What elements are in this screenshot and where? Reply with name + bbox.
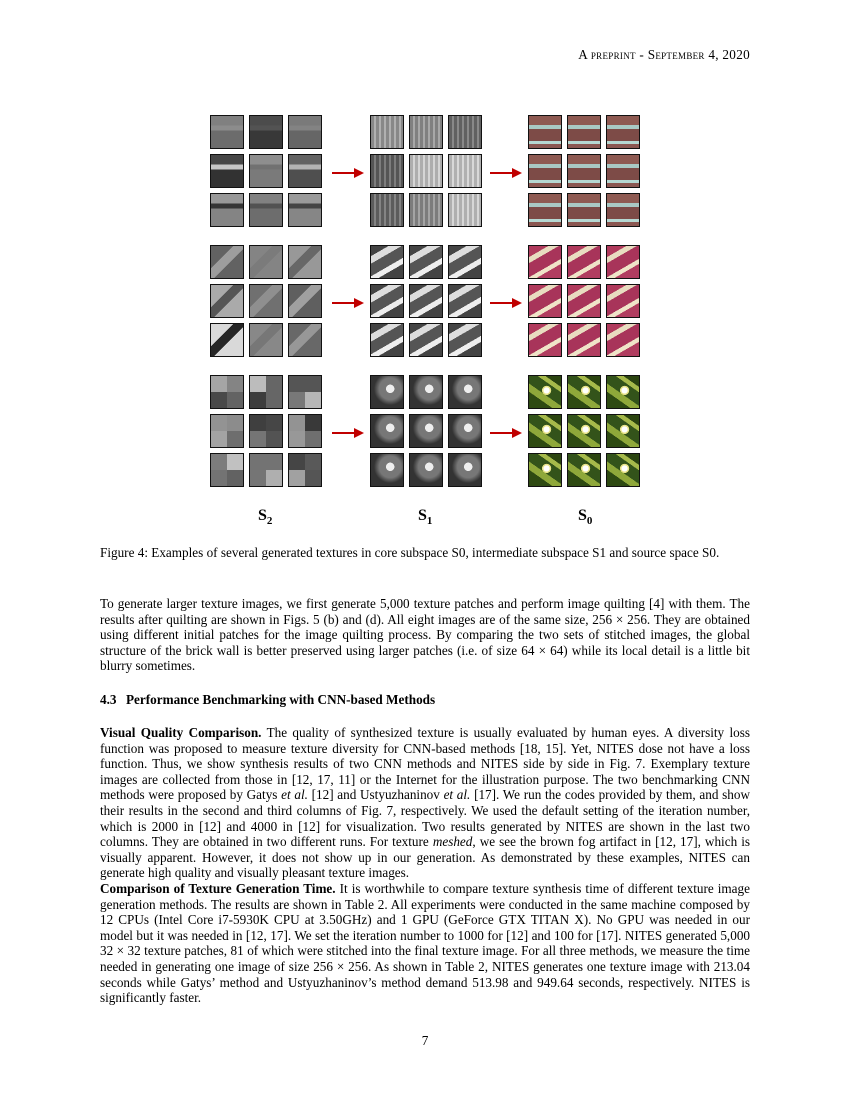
- texture-patch: [528, 115, 562, 149]
- patch-grid-brick-s2: [210, 115, 322, 227]
- texture-patch: [606, 245, 640, 279]
- page-number: 7: [421, 1033, 429, 1048]
- texture-patch: [370, 154, 404, 188]
- texture-patch: [288, 375, 322, 409]
- label-subscript: 0: [586, 515, 593, 528]
- texture-patch: [448, 453, 482, 487]
- texture-patch: [210, 375, 244, 409]
- texture-patch: [528, 323, 562, 357]
- texture-patch: [370, 323, 404, 357]
- runin-generation-time: Comparison of Texture Generation Time.: [100, 881, 336, 896]
- texture-patch: [567, 154, 601, 188]
- vq-meshed: meshed: [432, 834, 473, 850]
- texture-patch: [210, 284, 244, 318]
- axis-label-s0: [578, 507, 592, 527]
- texture-patch: [528, 154, 562, 188]
- texture-patch: [606, 323, 640, 357]
- runin-visual-quality: Visual Quality Comparison.: [100, 725, 262, 740]
- texture-patch: [370, 193, 404, 227]
- texture-patch: [288, 154, 322, 188]
- texture-patch: [249, 453, 283, 487]
- texture-patch: [528, 284, 562, 318]
- texture-patch: [210, 323, 244, 357]
- axis-label-s1: [418, 507, 432, 527]
- arrow-right-icon: [332, 297, 364, 309]
- texture-patch: [567, 193, 601, 227]
- arrow-right-icon: [490, 427, 522, 439]
- texture-patch: [409, 323, 443, 357]
- figure-4: [0, 115, 850, 535]
- running-header: [578, 47, 750, 63]
- texture-patch: [288, 414, 322, 448]
- texture-patch: [448, 414, 482, 448]
- texture-patch: [606, 375, 640, 409]
- texture-patch: [409, 193, 443, 227]
- patch-grid-meshed-s2: [210, 245, 322, 357]
- texture-patch: [448, 284, 482, 318]
- texture-patch: [606, 154, 640, 188]
- texture-patch: [249, 154, 283, 188]
- texture-patch: [288, 193, 322, 227]
- texture-patch: [528, 375, 562, 409]
- texture-patch: [409, 453, 443, 487]
- texture-patch: [249, 115, 283, 149]
- texture-patch: [606, 453, 640, 487]
- header-prefix: A preprint: [578, 47, 636, 62]
- texture-patch: [249, 414, 283, 448]
- texture-patch: [567, 323, 601, 357]
- label-main: S: [258, 507, 267, 524]
- arrow-right-icon: [490, 167, 522, 179]
- vq-text-c: [17]. We run the codes provided by them, and show their results in the second and third columns of Fig. 7, respectively. We used the default setting of the iteration number, which is 2000 in [12] and 4000 in [12] for visualization. Two results generated by NITES are shown in the last two columns. They are obtained in two different runs. For texture: [100, 787, 750, 850]
- texture-patch: [409, 154, 443, 188]
- texture-patch: [249, 323, 283, 357]
- texture-patch: [409, 284, 443, 318]
- vq-text-b: [12] and Ustyuzhaninov: [307, 787, 444, 803]
- texture-patch: [210, 115, 244, 149]
- label-subscript: 2: [266, 515, 273, 528]
- texture-patch: [370, 115, 404, 149]
- texture-patch: [210, 193, 244, 227]
- texture-patch: [409, 245, 443, 279]
- patch-grid-brick-s0: [528, 115, 640, 227]
- texture-patch: [249, 193, 283, 227]
- texture-patch: [448, 115, 482, 149]
- texture-patch: [606, 115, 640, 149]
- section-title: Performance Benchmarking with CNN-based Methods: [126, 692, 436, 707]
- texture-patch: [249, 245, 283, 279]
- texture-patch: [370, 375, 404, 409]
- texture-patch: [606, 284, 640, 318]
- texture-patch: [210, 154, 244, 188]
- texture-patch: [567, 375, 601, 409]
- label-main: S: [578, 507, 587, 524]
- texture-patch: [370, 245, 404, 279]
- texture-patch: [210, 414, 244, 448]
- section-number: 4.3: [100, 692, 117, 707]
- texture-patch: [288, 284, 322, 318]
- texture-patch: [448, 375, 482, 409]
- texture-patch: [567, 284, 601, 318]
- patch-grid-meshed-s0: [528, 245, 640, 357]
- vq-etal-2: et al.: [443, 787, 471, 803]
- texture-patch: [370, 284, 404, 318]
- patch-grid-flower-s2: [210, 375, 322, 487]
- texture-patch: [448, 154, 482, 188]
- header-separator: -: [635, 47, 648, 62]
- texture-patch: [370, 453, 404, 487]
- texture-patch: [409, 115, 443, 149]
- texture-patch: [567, 453, 601, 487]
- gt-text: It is worthwhile to compare texture synthesis time of different texture image generation methods. The results are shown in Table 2. All experiments were conducted in the same machine composed by 12 CPUs (Intel Core i7-5930K CPU at 3.50GHz) and 1 GPU (GeForce GTX TITAN X). No GPU was needed in our model but it was needed in [12, 17]. We set the iteration number to 1000 for [12] and 100 for [17]. NITES generated 5,000 32 × 32 texture patches, 81 of which were stitched into the final texture image. For all three methods, we measure the time needed in generating one image of size 256 × 256. As shown in Table 2, NITES generates one texture image with 213.04 seconds while Gatys’ method and Ustyuzhaninov’s method demand 513.98 and 949.64 seconds, respectively. NITES is significantly faster.: [100, 881, 750, 1006]
- texture-patch: [606, 414, 640, 448]
- texture-patch: [528, 245, 562, 279]
- texture-patch: [409, 414, 443, 448]
- patch-grid-meshed-s1: [370, 245, 482, 357]
- section-heading: [100, 692, 435, 708]
- texture-patch: [448, 323, 482, 357]
- texture-patch: [448, 245, 482, 279]
- figure-caption: Figure 4: Examples of several generated textures in core subspace S0, intermediate subspace S1 and source space S0.: [100, 545, 720, 560]
- texture-patch: [448, 193, 482, 227]
- paragraph-quilting: To generate larger texture images, we first generate 5,000 texture patches and perform image quilting [4] with them. The results after quilting are shown in Figs. 5 (b) and (d). All eight images are of the same size, 256 × 256. They are obtained using different initial patches for the image quilting process. By comparing the two sets of stitched images, the global structure of the brick wall is better preserved using larger patches (i.e. of size 64 × 64) while its local detail is a little bit blurry sometimes.: [100, 596, 750, 674]
- texture-patch: [288, 453, 322, 487]
- texture-patch: [528, 193, 562, 227]
- arrow-right-icon: [332, 427, 364, 439]
- arrow-right-icon: [332, 167, 364, 179]
- patch-grid-flower-s1: [370, 375, 482, 487]
- patch-grid-flower-s0: [528, 375, 640, 487]
- texture-patch: [370, 414, 404, 448]
- axis-label-s2: [258, 507, 272, 527]
- vq-etal-1: et al.: [281, 787, 308, 803]
- texture-patch: [567, 414, 601, 448]
- arrow-right-icon: [490, 297, 522, 309]
- texture-patch: [249, 284, 283, 318]
- vq-text-a: The quality of synthesized texture is usually evaluated by human eyes. A diversity loss function was proposed to measure texture diversity for CNN-based methods [18, 15]. Yet, NITES dose not have a loss function. Thus, we show synthesis results of two CNN methods and NITES side by side in Fig. 7. Exemplary texture images are collected from those in [12, 17, 11] or the Internet for the illustration purpose. The two benchmarking CNN methods were proposed by Gatys: [100, 725, 750, 803]
- texture-patch: [210, 245, 244, 279]
- texture-patch: [528, 453, 562, 487]
- texture-patch: [528, 414, 562, 448]
- texture-patch: [567, 115, 601, 149]
- texture-patch: [288, 245, 322, 279]
- texture-patch: [567, 245, 601, 279]
- header-date: September 4, 2020: [647, 47, 750, 62]
- paragraph-generation-time: [100, 881, 750, 1006]
- texture-patch: [249, 375, 283, 409]
- texture-patch: [288, 115, 322, 149]
- label-subscript: 1: [426, 515, 433, 528]
- texture-patch: [288, 323, 322, 357]
- texture-patch: [210, 453, 244, 487]
- patch-grid-brick-s1: [370, 115, 482, 227]
- texture-patch: [409, 375, 443, 409]
- vq-text-d: , we see the brown fog artifact in [12, 17], which is visually apparent. However, it does not show up in our generation. As demonstrated by these examples, NITES can generate high quality and visually pleasant texture images.: [100, 834, 750, 881]
- paragraph-visual-quality: [100, 725, 750, 881]
- texture-patch: [606, 193, 640, 227]
- label-main: S: [418, 507, 427, 524]
